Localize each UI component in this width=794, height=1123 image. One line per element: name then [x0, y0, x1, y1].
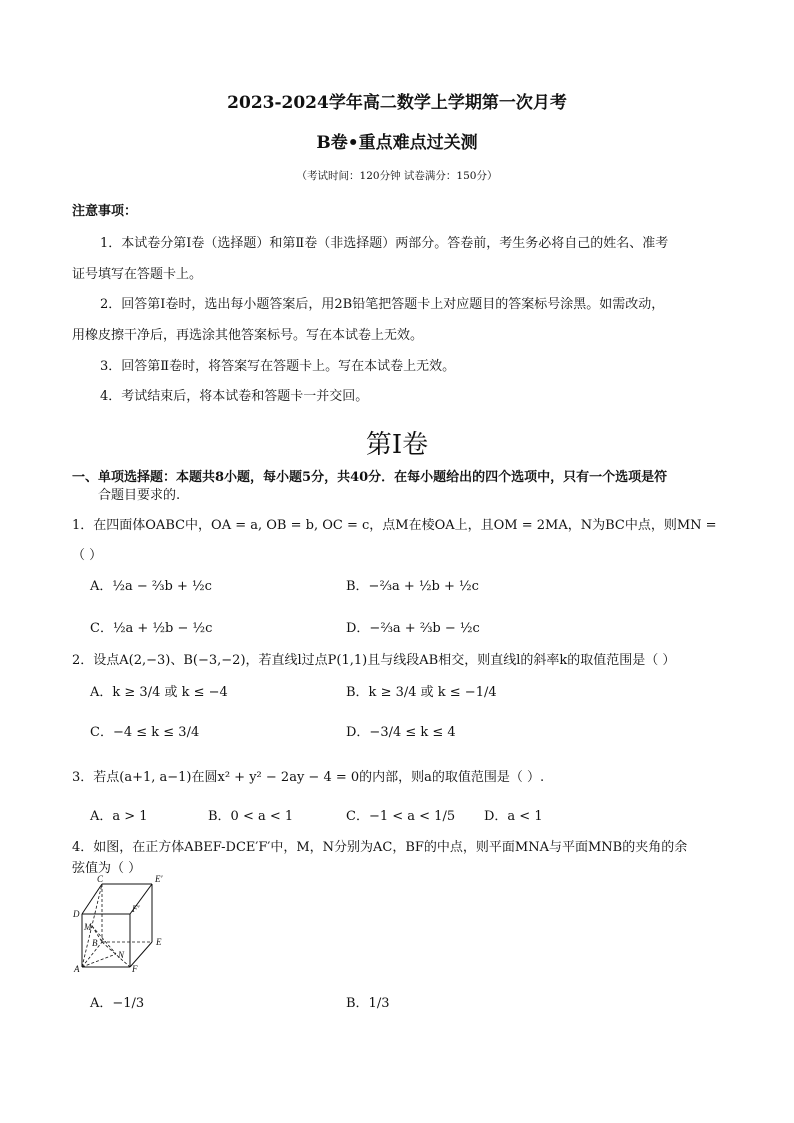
question-1-option-d: D．−⅔a + ⅔b − ½c [346, 621, 480, 636]
label-d: D [73, 909, 80, 919]
cube-figure [72, 872, 182, 978]
label-fprime: F′ [132, 904, 140, 914]
label-m: M [84, 922, 92, 932]
question-2-option-d: D．−3/4 ≤ k ≤ 4 [346, 725, 456, 740]
label-a: A [74, 964, 80, 974]
question-1-option-a: A．½a − ⅔b + ½c [90, 579, 212, 594]
question-3-option-d: D．a < 1 [484, 809, 543, 824]
question-2-option-b: B．k ≥ 3/4 或 k ≤ −1/4 [346, 685, 497, 700]
section-heading: 一、单项选择题：本题共8小题，每小题5分，共40分．在每小题给出的四个选项中，只有一个选项是符 [72, 470, 668, 485]
notice-item-2: 2．回答第Ⅰ卷时，选出每小题答案后，用2B铅笔把答题卡上对应题目的答案标号涂黑。如需改动， [100, 297, 665, 312]
question-2-option-a: A．k ≥ 3/4 或 k ≤ −4 [90, 685, 228, 700]
exam-subtitle: B卷•重点难点过关测 [316, 133, 478, 153]
label-eprime: E′ [155, 874, 163, 884]
exam-title: 2023-2024学年高二数学上学期第一次月考 [227, 93, 567, 113]
question-3-option-b: B．0 < a < 1 [208, 809, 294, 824]
section-heading-cont: 合题目要求的. [98, 488, 181, 503]
question-1-option-b: B．−⅔a + ½b + ½c [346, 579, 479, 594]
notice-item-1: 1．本试卷分第Ⅰ卷（选择题）和第Ⅱ卷（非选择题）两部分。答卷前，考生务必将自己的姓名、准考 [100, 236, 669, 251]
label-b: B [92, 938, 98, 948]
question-4-option-b: B．1/3 [346, 996, 390, 1011]
exam-meta: （考试时间：120分钟 试卷满分：150分） [296, 170, 498, 182]
question-4-stem: 4．如图，在正方体ABEF-DCE′F′中，M，N分别为AC，BF的中点，则平面MNA与平面MNB的夹角的余 [72, 840, 688, 855]
notice-item-3: 3．回答第Ⅱ卷时，将答案写在答题卡上。写在本试卷上无效。 [100, 359, 456, 374]
notice-item-4: 4．考试结束后，将本试卷和答题卡一并交回。 [100, 389, 369, 404]
label-c: C [97, 874, 104, 884]
question-2-stem: 2．设点A(2,−3)、B(−3,−2)，若直线l过点P(1,1)且与线段AB相交，则直线l的斜率k的取值范围是（ ） [72, 653, 676, 668]
question-1-stem: 1．在四面体OABC中，OA = a, OB = b, OC = c，点M在棱OA上，且OM = 2MA，N为BC中点，则MN = [72, 518, 717, 533]
notice-item-2-cont: 用橡皮擦干净后，再选涂其他答案标号。写在本试卷上无效。 [72, 328, 424, 343]
segment-a-n [82, 954, 116, 967]
question-3-stem: 3．若点(a+1, a−1)在圆x² + y² − 2ay − 4 = 0的内部，则a的取值范围是（ ）. [72, 770, 545, 785]
edge-d-c [82, 884, 102, 914]
notice-heading: 注意事项： [72, 204, 138, 219]
label-e: E [156, 937, 162, 947]
question-4-option-a: A．−1/3 [90, 996, 145, 1011]
notice-item-1-cont: 证号填写在答题卡上。 [72, 267, 203, 282]
segment-b-f [102, 942, 130, 967]
question-3-option-c: C．−1 < a < 1/5 [346, 809, 456, 824]
question-1-paren: （ ） [72, 548, 103, 563]
question-3-option-a: A．a > 1 [90, 809, 148, 824]
question-4-stem-cont: 弦值为（ ） [72, 861, 142, 876]
label-f: F [132, 964, 138, 974]
question-2-option-c: C．−4 ≤ k ≤ 3/4 [90, 725, 200, 740]
part-title: 第Ⅰ卷 [365, 430, 429, 460]
label-n: N [118, 950, 125, 960]
question-1-option-c: C．½a + ½b − ½c [90, 621, 213, 636]
